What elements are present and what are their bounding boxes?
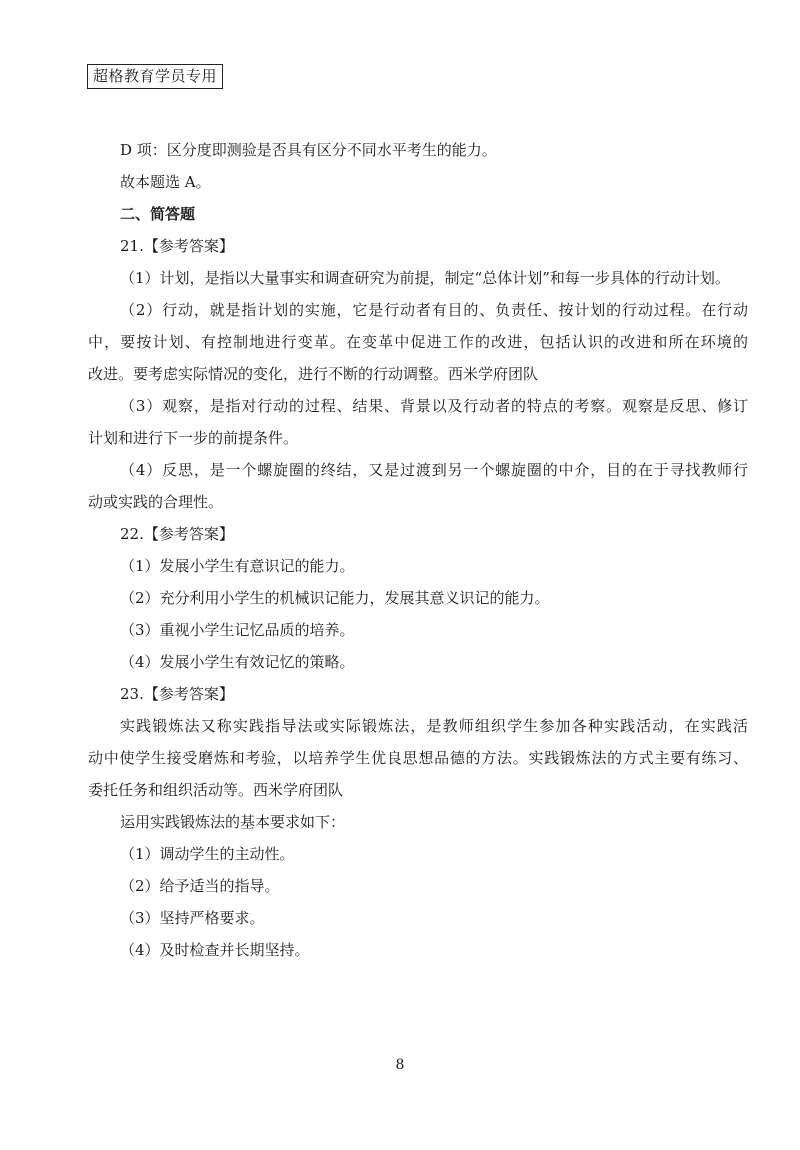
q21-point-3-line-1: （3）观察，是指对行动的过程、结果、背景以及行动者的特点的考察。观察是反思、修订 <box>120 397 748 415</box>
section-heading: 二、简答题 <box>120 205 196 223</box>
question-23-heading: 23.【参考答案】 <box>120 685 234 703</box>
q21-point-2-line-3: 改进。要考虑实际情况的变化，进行不断的行动调整。西米学府团队 <box>88 365 539 383</box>
question-21-heading: 21.【参考答案】 <box>120 237 234 255</box>
question-22-heading: 22.【参考答案】 <box>120 525 234 543</box>
q22-point-2: （2）充分利用小学生的机械识记能力，发展其意义识记的能力。 <box>120 589 550 607</box>
q21-point-4-line-1: （4）反思，是一个螺旋圈的终结，又是过渡到另一个螺旋圈的中介，目的在于寻找教师行 <box>120 461 748 479</box>
q21-point-4-line-2: 动或实践的合理性。 <box>88 493 224 511</box>
q21-point-2-line-1: （2）行动，就是指计划的实施，它是行动者有目的、负责任、按计划的行动过程。在行动 <box>120 301 748 319</box>
q23-paragraph-line-1: 实践锻炼法又称实践指导法或实际锻炼法，是教师组织学生参加各种实践活动，在实践活 <box>120 717 748 735</box>
q23-requirement-3: （3）坚持严格要求。 <box>120 909 265 927</box>
q23-requirement-1: （1）调动学生的主动性。 <box>120 845 295 863</box>
q23-requirement-2: （2）给予适当的指导。 <box>120 877 280 895</box>
q21-point-2-line-2: 中，要按计划、有控制地进行变革。在变革中促进工作的改进，包括认识的改进和所在环境的 <box>88 333 748 351</box>
q22-point-4: （4）发展小学生有效记忆的策略。 <box>120 653 355 671</box>
answer-content <box>88 134 748 966</box>
q23-paragraph-line-3: 委托任务和组织活动等。西米学府团队 <box>88 781 344 799</box>
q23-paragraph-line-2: 动中使学生接受磨炼和考验，以培养学生优良思想品德的方法。实践锻炼法的方式主要有练习、 <box>88 749 748 767</box>
page-number: 8 <box>395 1057 405 1073</box>
q23-requirements-intro: 运用实践锻炼法的基本要求如下： <box>120 813 346 831</box>
watermark-stamp: 超格教育学员专用 <box>87 64 223 89</box>
q23-requirement-4: （4）及时检查并长期坚持。 <box>120 941 310 959</box>
q22-point-1: （1）发展小学生有意识记的能力。 <box>120 557 355 575</box>
q21-point-3-line-2: 计划和进行下一步的前提条件。 <box>88 429 299 447</box>
answer-conclusion: 故本题选 A。 <box>120 173 211 191</box>
option-d-explanation: D 项：区分度即测验是否具有区分不同水平考生的能力。 <box>120 141 497 159</box>
q21-point-1: （1）计划，是指以大量事实和调查研究为前提，制定“总体计划”和每一步具体的行动计划。 <box>120 269 730 287</box>
q22-point-3: （3）重视小学生记忆品质的培养。 <box>120 621 355 639</box>
